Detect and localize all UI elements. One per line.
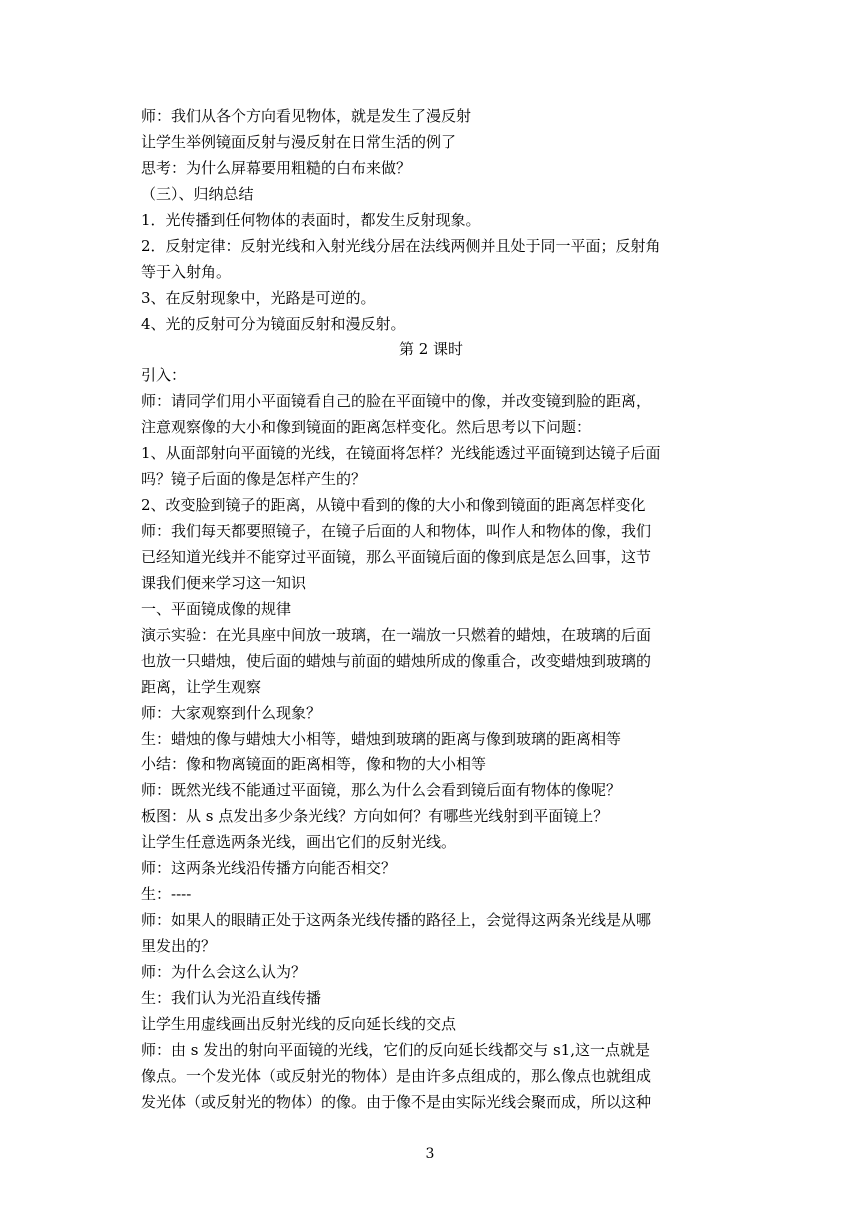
text-line: 发光体（或反射光的物体）的像。由于像不是由实际光线会聚而成，所以这种 [141, 1092, 652, 1111]
text-line: 像点。一个发光体（或反射光的物体）是由许多点组成的，那么像点也就组成 [141, 1066, 652, 1085]
text-line: 思考：为什么屏幕要用粗糙的白布来做？ [141, 158, 412, 177]
text-line: 师：请同学们用小平面镜看自己的脸在平面镜中的像，并改变镜到脸的距离， [141, 392, 652, 411]
text-line: 师：大家观察到什么现象？ [141, 703, 322, 722]
lesson-heading: 第 2 课时 [398, 340, 464, 359]
text-line: 生：---- [141, 885, 192, 904]
section-heading: 一、平面镜成像的规律 [141, 599, 292, 618]
text-body [141, 104, 721, 1116]
text-line: 让学生用虚线画出反射光线的反向延长线的交点 [141, 1014, 457, 1033]
text-line: 课我们便来学习这一知识 [141, 573, 307, 592]
text-line: 生：蜡烛的像与蜡烛大小相等，蜡烛到玻璃的距离与像到玻璃的距离相等 [141, 729, 622, 748]
text-line: 师：为什么会这么认为？ [141, 962, 307, 981]
text-line: 1．光传播到任何物体的表面时，都发生反射现象。 [141, 210, 481, 229]
text-line: 3、在反射现象中，光路是可逆的。 [141, 288, 376, 307]
text-line: 已经知道光线并不能穿过平面镜，那么平面镜后面的像到底是怎么回事，这节 [141, 547, 652, 566]
text-line: 2．反射定律：反射光线和入射光线分居在法线两侧并且处于同一平面；反射角 [141, 236, 661, 255]
text-line: 里发出的？ [141, 937, 217, 955]
section-heading: （三）、归纳总结 [141, 184, 254, 203]
text-line: 距离，让学生观察 [141, 677, 262, 696]
text-line: 师：我们从各个方向看见物体，就是发生了漫反射 [141, 107, 472, 125]
text-line: 板图：从 s 点发出多少条光线？方向如何？有哪些光线射到平面镜上？ [141, 807, 609, 826]
text-line: 师：如果人的眼睛正处于这两条光线传播的路径上，会觉得这两条光线是从哪 [141, 911, 652, 930]
text-line: 2、改变脸到镜子的距离，从镜中看到的像的大小和像到镜面的距离怎样变化 [141, 496, 646, 515]
text-line: 小结：像和物离镜面的距离相等，像和物的大小相等 [141, 755, 487, 774]
text-line: 注意观察像的大小和像到镜面的距离怎样变化。然后思考以下问题： [141, 418, 592, 437]
text-line: 师：既然光线不能通过平面镜，那么为什么会看到镜后面有物体的像呢？ [141, 781, 622, 800]
text-line: 师：由 s 发出的射向平面镜的光线，它们的反向延长线都交与 s1,这一点就是 [141, 1040, 651, 1059]
text-line: 生：我们认为光沿直线传播 [141, 988, 322, 1007]
text-line: 4、光的反射可分为镜面反射和漫反射。 [141, 314, 406, 333]
text-line: 引入： [141, 366, 187, 385]
text-line: 让学生举例镜面反射与漫反射在日常生活的例了 [141, 132, 457, 151]
text-line: 1、从面部射向平面镜的光线，在镜面将怎样？光线能透过平面镜到达镜子后面 [141, 444, 661, 463]
page-number: 3 [425, 1146, 435, 1162]
text-line: 师：我们每天都要照镜子，在镜子后面的人和物体，叫作人和物体的像，我们 [141, 522, 652, 540]
text-line: 让学生任意选两条光线，画出它们的反射光线。 [141, 833, 457, 852]
text-line: 师：这两条光线沿传播方向能否相交？ [141, 859, 397, 878]
text-line: 演示实验：在光具座中间放一玻璃，在一端放一只燃着的蜡烛，在玻璃的后面 [141, 625, 652, 644]
text-line: 也放一只蜡烛，使后面的蜡烛与前面的蜡烛所成的像重合，改变蜡烛到玻璃的 [141, 651, 652, 670]
text-line: 等于入射角。 [141, 262, 232, 281]
text-line: 吗？镜子后面的像是怎样产生的？ [141, 470, 367, 489]
